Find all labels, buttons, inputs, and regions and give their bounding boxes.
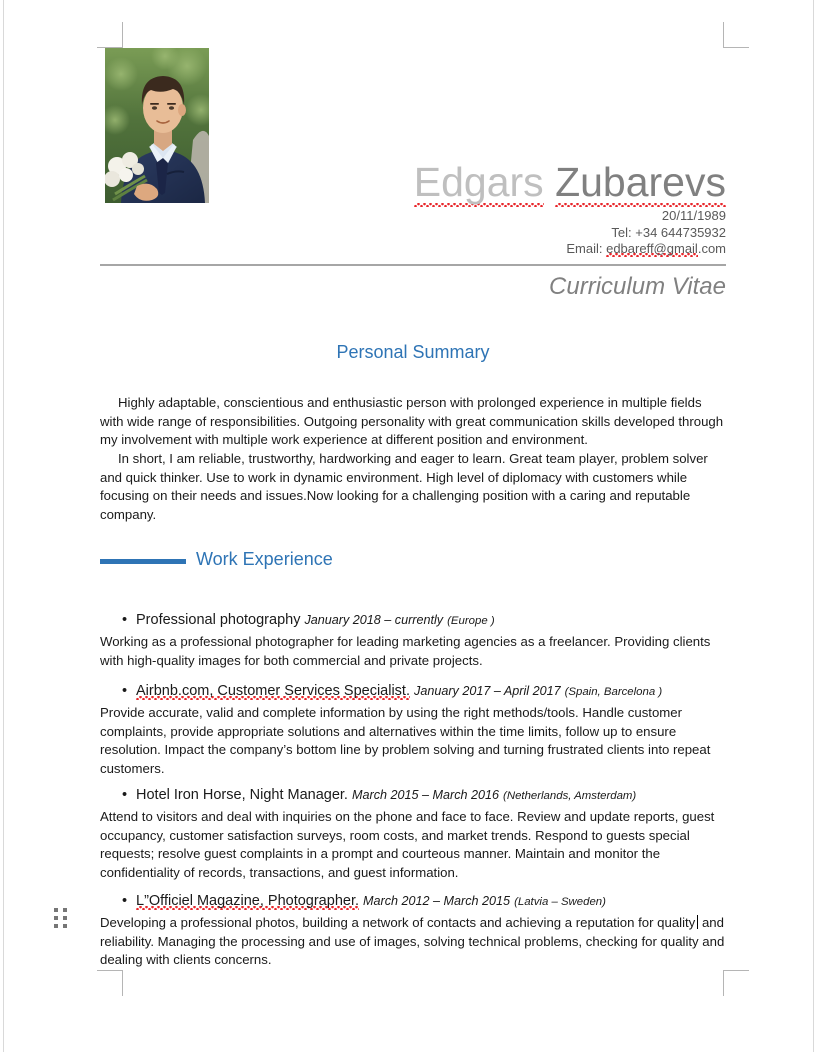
document-subtitle: Curriculum Vitae [549,273,726,300]
bullet-icon: • [122,787,128,803]
job-title: Hotel Iron Horse, Night Manager. [136,787,348,803]
job-description[interactable]: Attend to visitors and deal with inquiries on the phone and face to face. Review and update reports, guest occupancy, customer satisfaction surveys, room costs, and market trends. Respond to guests special requests; resolve guest complaints in a prompt and courteous manner. Maintain and monitor the confidentiality of records, transactions, and guest information. [100,809,715,880]
job-header [100,785,726,807]
corner-mark-vertical [723,970,724,996]
job-description-before-caret: Developing a professional photos, building a network of contacts and achieving a reputation for quality [100,915,696,930]
job-entry [100,681,726,778]
last-name: Zubarevs [555,159,726,205]
job-description-after-caret: and reliability. Managing the processing and use of images, solving technical problems, checking for quality and dealing with clients concerns. [100,915,725,968]
job-dates: March 2015 – March 2016 [352,788,500,802]
job-title: Professional photography [136,612,301,628]
candidate-name [244,158,726,206]
name-line [244,158,726,206]
section-accent-bar [100,559,186,564]
handle-dot [63,916,67,920]
job-entry [100,785,726,882]
corner-mark-vertical [122,970,123,996]
job-entry [100,891,726,970]
corner-mark-horizontal [97,970,123,971]
job-header [100,891,726,913]
header-divider-rule [100,264,726,266]
contact-details [244,208,726,258]
job-location: (Europe ) [447,615,495,627]
document-page [3,0,814,1052]
job-dates: January 2017 – April 2017 [414,684,561,698]
job-location: (Latvia – Sweden) [514,896,606,908]
job-title: L”Officiel Magazine, Photographer. [136,893,360,909]
margin-corner-bottom-left [97,970,123,996]
bullet-icon: • [122,612,128,628]
email-address-user: edbareff@gmail [606,241,698,256]
corner-mark-vertical [723,22,724,48]
personal-summary-paragraph-1[interactable]: Highly adaptable, conscientious and enthusiastic person with prolonged experience in multiple fields with wide range of responsibilities. Outgoing personality with great communication skills developed through my involvement with multiple work experience at different position and environment. [100,395,724,447]
handle-dot [63,908,67,912]
job-entry [100,610,726,670]
job-header [100,610,726,632]
handle-dot [63,924,67,928]
job-location: (Spain, Barcelona ) [564,686,663,698]
job-description[interactable] [100,914,726,970]
job-description[interactable]: Working as a professional photographer for leading marketing agencies as a freelancer. Providing clients with high-quality images for both commercial and private projects. [100,634,711,668]
section-heading-work-experience [100,546,726,572]
job-location: (Netherlands, Amsterdam) [503,790,637,802]
section-heading-personal-summary: Personal Summary [336,342,490,362]
email-line [244,241,726,258]
handle-dot [54,916,58,920]
handle-dot [54,908,58,912]
margin-corner-top-left [97,22,123,48]
margin-corner-top-right [723,22,749,48]
corner-mark-vertical [122,22,123,48]
personal-summary-paragraph-2[interactable]: In short, I am reliable, trustworthy, hardworking and eager to learn. Great team player, problem solver and quick thinker. Use to work in dynamic environment. High level of diplomacy with customers while focusing on their needs and issues.Now looking for a challenging position with a caring and reputable company. [100,451,708,522]
paragraph-move-handle-icon[interactable] [54,908,70,928]
margin-corner-bottom-right [723,970,749,996]
email-address-domain: .com [697,241,726,256]
job-description[interactable]: Provide accurate, valid and complete information by using the right methods/tools. Handle customer complaints, provide appropriate solutions and alternatives within the time limits, follow up to ensure resolution. Impact the company’s bottom line by problem solving and turning frustrated clients into repeat customers. [100,705,711,776]
job-header [100,681,726,703]
bullet-icon: • [122,683,128,699]
email-label: Email: [566,241,603,256]
profile-photo[interactable] [105,48,209,203]
birthdate: 20/11/1989 [661,208,726,223]
job-dates: January 2018 – currently [304,613,444,627]
job-title: Airbnb.com, Customer Services Specialist. [136,683,410,699]
corner-mark-horizontal [723,970,749,971]
phone-number: Tel: +34 644735932 [611,224,726,240]
profile-photo-image [105,48,209,203]
first-name: Edgars [413,159,544,205]
job-dates: March 2012 – March 2015 [363,894,511,908]
section-heading-label: Work Experience [196,549,333,569]
corner-mark-horizontal [723,47,749,48]
handle-dot [54,924,58,928]
bullet-icon: • [122,893,128,909]
